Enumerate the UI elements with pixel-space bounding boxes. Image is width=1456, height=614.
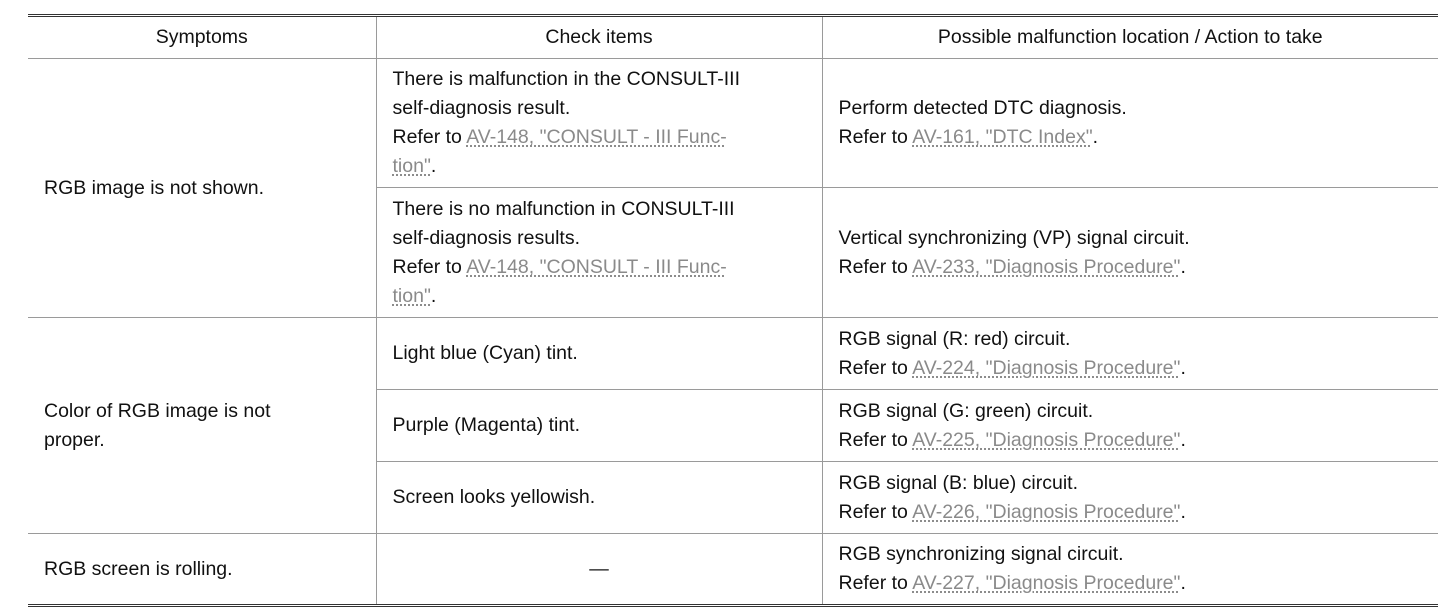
reference-link[interactable]: AV-148, "CONSULT - III Func- [466, 126, 727, 148]
action-reference: Refer to AV-233, "Diagnosis Procedure". [838, 255, 1186, 278]
action-reference: Refer to AV-225, "Diagnosis Procedure". [838, 428, 1186, 451]
action-text-line: RGB signal (R: red) circuit. [838, 327, 1071, 350]
header-action: Possible malfunction location / Action to take [822, 16, 1438, 59]
symptom-diagnosis-table [28, 14, 1438, 607]
action-cell [822, 462, 1438, 534]
table-row [28, 534, 1438, 606]
reference-link[interactable]: AV-148, "CONSULT - III Func- [466, 255, 727, 278]
reference-link-continued[interactable]: tion" [392, 155, 431, 177]
check-cell-empty-dash: — [376, 534, 822, 606]
diagnosis-table-container [28, 14, 1438, 607]
reference-link[interactable]: AV-233, "Diagnosis Procedure" [912, 255, 1181, 278]
reference-link[interactable]: AV-161, "DTC Index" [912, 126, 1093, 148]
check-text-line: There is no malfunction in CONSULT-III [392, 197, 735, 220]
check-reference: Refer to AV-148, "CONSULT - III Func- [392, 255, 727, 278]
table-row [28, 318, 1438, 390]
header-row [28, 16, 1438, 59]
action-reference: Refer to AV-226, "Diagnosis Procedure". [838, 500, 1186, 523]
header-check-items: Check items [376, 16, 822, 59]
action-text-line: Perform detected DTC diagnosis. [838, 97, 1127, 119]
reference-link[interactable]: AV-226, "Diagnosis Procedure" [912, 500, 1181, 523]
reference-link[interactable]: AV-224, "Diagnosis Procedure" [912, 356, 1181, 379]
action-cell [822, 188, 1438, 318]
action-cell [822, 534, 1438, 606]
check-text-line: There is malfunction in the CONSULT-III [392, 68, 741, 90]
check-cell: Light blue (Cyan) tint. [376, 318, 822, 390]
check-cell: Purple (Magenta) tint. [376, 390, 822, 462]
check-cell: There is no malfunction in CONSULT-III self-diagnosis results. Refer to AV-148, "CONSULT - III Func- tion". [376, 188, 822, 318]
action-text-line: RGB signal (B: blue) circuit. [838, 471, 1078, 494]
action-text-line: RGB synchronizing signal circuit. [838, 543, 1124, 565]
check-cell: There is malfunction in the CONSULT-III self-diagnosis result. Refer to AV-148, "CONSULT - III Func- tion". [376, 59, 822, 188]
check-cell: Screen looks yellowish. [376, 462, 822, 534]
action-text-line: RGB signal (G: green) circuit. [838, 399, 1094, 422]
check-reference: Refer to AV-148, "CONSULT - III Func- [392, 126, 727, 148]
header-symptoms: Symptoms [28, 16, 376, 59]
action-reference: Refer to AV-161, "DTC Index". [838, 126, 1099, 148]
reference-link-continued[interactable]: tion" [392, 284, 431, 307]
symptom-cell: RGB screen is rolling. [28, 534, 376, 606]
reference-link[interactable]: AV-225, "Diagnosis Procedure" [912, 428, 1181, 451]
reference-link[interactable]: AV-227, "Diagnosis Procedure" [912, 572, 1181, 594]
action-cell [822, 318, 1438, 390]
table-row [28, 59, 1438, 188]
check-text-line: self-diagnosis result. [392, 97, 571, 119]
action-reference: Refer to AV-227, "Diagnosis Procedure". [838, 572, 1186, 594]
action-reference: Refer to AV-224, "Diagnosis Procedure". [838, 356, 1186, 379]
symptom-cell: Color of RGB image is not proper. [28, 318, 376, 534]
action-text-line: Vertical synchronizing (VP) signal circuit. [838, 226, 1190, 249]
action-cell [822, 59, 1438, 188]
symptom-cell: RGB image is not shown. [28, 59, 376, 318]
action-cell [822, 390, 1438, 462]
check-text-line: self-diagnosis results. [392, 226, 580, 249]
